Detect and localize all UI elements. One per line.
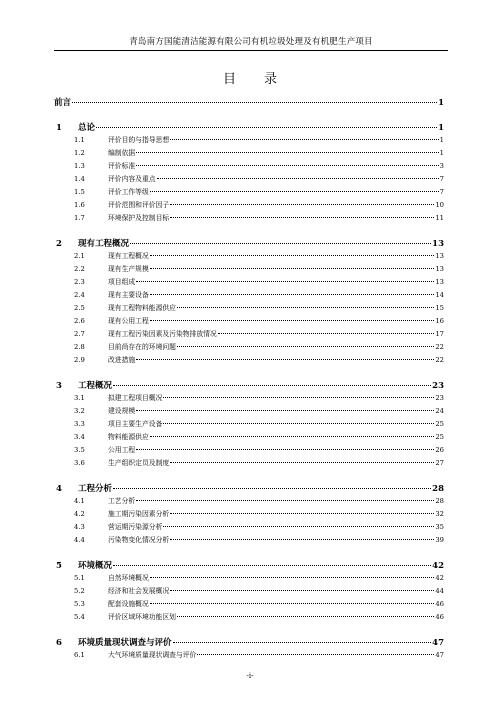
dot-leader bbox=[163, 423, 434, 424]
toc-entry-number: 3.3 bbox=[74, 420, 85, 428]
toc-entry-title: 现有生产规模 bbox=[108, 265, 149, 273]
toc-entry-number: 6 bbox=[56, 638, 62, 648]
chapter-spacer bbox=[54, 470, 444, 482]
toc-entry-number: 4.3 bbox=[74, 523, 85, 531]
toc-entry-page: 25 bbox=[435, 433, 444, 441]
toc-section-entry[interactable] bbox=[54, 212, 444, 225]
toc-entry-page: 24 bbox=[435, 407, 444, 415]
dot-leader bbox=[136, 449, 434, 450]
toc-entry-title: 营运期污染源分析 bbox=[108, 523, 163, 531]
toc-entry-preface[interactable] bbox=[54, 96, 444, 109]
toc-section-entry[interactable] bbox=[54, 585, 444, 598]
dot-leader bbox=[150, 268, 435, 269]
toc-entry-title: 前言 bbox=[54, 98, 72, 108]
toc-entry-title: 施工期污染因素分析 bbox=[108, 510, 170, 518]
toc-entry-title: 现有主要设备 bbox=[108, 291, 149, 299]
toc-entry-page: 10 bbox=[435, 201, 444, 209]
dot-leader bbox=[130, 243, 431, 244]
toc-entry-title: 经济和社会发展概况 bbox=[108, 587, 170, 595]
toc-entry-number: 2.3 bbox=[74, 278, 85, 286]
toc-entry-title: 建设规模 bbox=[108, 407, 136, 415]
toc-entry-page: 13 bbox=[432, 239, 444, 249]
chapter-spacer bbox=[54, 547, 444, 559]
toc-section-entry[interactable] bbox=[54, 611, 444, 624]
toc-entry-title: 环境保护及控制目标 bbox=[108, 214, 170, 222]
toc-entry-number: 5.4 bbox=[74, 613, 85, 621]
toc-entry-number: 5.2 bbox=[74, 587, 85, 595]
toc-entry-number: 2.2 bbox=[74, 265, 85, 273]
toc-section-entry[interactable] bbox=[54, 521, 444, 534]
toc-entry-page: 23 bbox=[432, 381, 444, 391]
dot-leader bbox=[170, 513, 434, 514]
dot-leader bbox=[218, 333, 435, 334]
dot-leader bbox=[163, 397, 434, 398]
toc-entry-number: 1.6 bbox=[74, 201, 85, 209]
dot-leader bbox=[136, 500, 434, 501]
dot-leader bbox=[136, 152, 438, 153]
toc-entry-page: 28 bbox=[432, 484, 444, 494]
toc-section-entry[interactable] bbox=[54, 315, 444, 328]
toc-entry-page: 1 bbox=[438, 123, 444, 133]
toc-entry-page: 14 bbox=[435, 291, 444, 299]
toc-entry-title: 改进措施 bbox=[108, 356, 136, 364]
toc-entry-title: 评价范围和评价因子 bbox=[108, 201, 170, 209]
toc-entry-number: 4 bbox=[56, 484, 62, 494]
toc-entry-number: 2.6 bbox=[74, 317, 85, 325]
dot-leader bbox=[136, 410, 434, 411]
toc-entry-title: 工程概况 bbox=[78, 381, 113, 391]
toc-entry-page: 13 bbox=[435, 252, 444, 260]
toc-section-entry[interactable] bbox=[54, 302, 444, 315]
toc-entry-title: 评价区域环境功能区划 bbox=[108, 613, 176, 621]
toc-entry-number: 3.5 bbox=[74, 446, 85, 454]
dot-leader bbox=[136, 281, 434, 282]
toc-entry-page: 17 bbox=[435, 330, 444, 338]
dot-leader bbox=[170, 139, 439, 140]
dot-leader bbox=[150, 191, 439, 192]
toc-section-entry[interactable] bbox=[54, 173, 444, 186]
toc-section-entry[interactable] bbox=[54, 263, 444, 276]
toc-section-entry[interactable] bbox=[54, 431, 444, 444]
toc-section-entry[interactable] bbox=[54, 444, 444, 457]
toc-entry-page: 1 bbox=[438, 98, 444, 108]
toc-entry-number: 3.4 bbox=[74, 433, 85, 441]
dot-leader bbox=[96, 127, 437, 128]
toc-entry-title: 评价内容及重点 bbox=[108, 175, 156, 183]
toc-entry-title: 现有公用工程 bbox=[108, 317, 149, 325]
toc-entry-number: 1.7 bbox=[74, 214, 85, 222]
toc-title: 目录 bbox=[222, 72, 305, 87]
toc-entry-page: 7 bbox=[439, 188, 444, 196]
toc-entry-title: 生产组织定员及制度 bbox=[108, 459, 170, 467]
toc-entry-page: 26 bbox=[435, 446, 444, 454]
toc-entry-page: 3 bbox=[439, 162, 444, 170]
toc-entry-page: 42 bbox=[435, 574, 444, 582]
toc-entry-number: 1.5 bbox=[74, 188, 85, 196]
toc-entry-title: 项目主要生产设备 bbox=[108, 420, 163, 428]
toc-entry-title: 环境概况 bbox=[78, 561, 113, 571]
dot-leader bbox=[177, 616, 434, 617]
toc-section-entry[interactable] bbox=[54, 250, 444, 263]
dot-leader bbox=[113, 565, 431, 566]
toc-entry-title: 评价目的与指导思想 bbox=[108, 136, 170, 144]
toc-entry-number: 2.1 bbox=[74, 252, 85, 260]
toc-section-entry[interactable] bbox=[54, 649, 444, 662]
toc-entry-title: 评价标准 bbox=[108, 162, 136, 170]
toc-entry-page: 47 bbox=[435, 651, 444, 659]
toc-entry-page: 47 bbox=[432, 638, 444, 648]
toc-entry-number: 2.7 bbox=[74, 330, 85, 338]
toc-entry-page: 13 bbox=[435, 278, 444, 286]
dot-leader bbox=[136, 359, 434, 360]
page-number: -i- bbox=[246, 672, 254, 680]
toc-chapter-entry[interactable] bbox=[54, 559, 444, 572]
toc-section-entry[interactable] bbox=[54, 534, 444, 547]
toc-entry-title: 项目组成 bbox=[108, 278, 136, 286]
toc-entry-number: 1.3 bbox=[74, 162, 85, 170]
dot-leader bbox=[197, 654, 434, 655]
toc-entry-number: 5.1 bbox=[74, 574, 85, 582]
toc-entry-title: 现有工程概况 bbox=[78, 239, 130, 249]
dot-leader bbox=[136, 165, 438, 166]
toc-entry-number: 5.3 bbox=[74, 600, 85, 608]
toc-section-entry[interactable] bbox=[54, 328, 444, 341]
toc-chapter-entry[interactable] bbox=[54, 121, 444, 134]
toc-section-entry[interactable] bbox=[54, 572, 444, 585]
toc-entry-number: 1.1 bbox=[74, 136, 85, 144]
dot-leader bbox=[170, 590, 434, 591]
toc-entry-title: 工程分析 bbox=[78, 484, 113, 494]
toc-entry-number: 1 bbox=[56, 123, 62, 133]
dot-leader bbox=[113, 385, 431, 386]
toc-entry-number: 3.2 bbox=[74, 407, 85, 415]
toc-entry-number: 4.4 bbox=[74, 536, 85, 544]
toc-entry-number: 2.5 bbox=[74, 304, 85, 312]
toc-entry-page: 44 bbox=[435, 587, 444, 595]
toc-entry-number: 2.8 bbox=[74, 343, 85, 351]
toc-entry-page: 1 bbox=[439, 149, 444, 157]
toc-section-entry[interactable] bbox=[54, 457, 444, 470]
dot-leader bbox=[150, 436, 435, 437]
toc-entry-page: 35 bbox=[435, 523, 444, 531]
toc-entry-title: 环境质量现状调查与评价 bbox=[78, 638, 172, 648]
chapter-spacer bbox=[54, 624, 444, 636]
toc-entry-number: 2.4 bbox=[74, 291, 85, 299]
toc-entry-number: 6.1 bbox=[74, 651, 85, 659]
toc-entry-page: 22 bbox=[435, 343, 444, 351]
toc-section-entry[interactable] bbox=[54, 147, 444, 160]
toc-entry-page: 28 bbox=[435, 497, 444, 505]
dot-leader bbox=[150, 603, 435, 604]
toc-entry-title: 评价工作等级 bbox=[108, 188, 149, 196]
toc-entry-number: 2.9 bbox=[74, 356, 85, 364]
toc-entry-page: 11 bbox=[435, 214, 444, 222]
toc-entry-page: 1 bbox=[439, 136, 444, 144]
toc-entry-page: 16 bbox=[435, 317, 444, 325]
toc-chapter-entry[interactable] bbox=[54, 379, 444, 392]
dot-leader bbox=[170, 204, 434, 205]
toc-entry-page: 46 bbox=[435, 613, 444, 621]
toc-entry-page: 42 bbox=[432, 561, 444, 571]
toc-entry-title: 现有工程概况 bbox=[108, 252, 149, 260]
toc-entry-title: 目前尚存在的环境问题 bbox=[108, 343, 176, 351]
toc-section-entry[interactable] bbox=[54, 276, 444, 289]
dot-leader bbox=[150, 255, 435, 256]
dot-leader bbox=[150, 577, 435, 578]
toc-section-entry[interactable] bbox=[54, 289, 444, 302]
toc-section-entry[interactable] bbox=[54, 134, 444, 147]
toc-entry-number: 3 bbox=[56, 381, 62, 391]
toc-entry-title: 拟建工程项目概况 bbox=[108, 394, 163, 402]
dot-leader bbox=[72, 102, 437, 103]
dot-leader bbox=[177, 307, 434, 308]
toc-entry-number: 5 bbox=[56, 561, 62, 571]
toc-section-entry[interactable] bbox=[54, 495, 444, 508]
running-header: 青岛南方国能清洁能源有限公司有机垃圾处理及有机肥生产项目 bbox=[54, 36, 448, 51]
dot-leader bbox=[170, 539, 434, 540]
toc-entry-number: 4.1 bbox=[74, 497, 85, 505]
toc-entry-page: 15 bbox=[435, 304, 444, 312]
table-of-contents bbox=[54, 96, 444, 662]
toc-section-entry[interactable] bbox=[54, 341, 444, 354]
toc-entry-number: 1.4 bbox=[74, 175, 85, 183]
toc-chapter-entry[interactable] bbox=[54, 482, 444, 495]
dot-leader bbox=[157, 178, 439, 179]
toc-chapter-entry[interactable] bbox=[54, 636, 444, 649]
toc-section-entry[interactable] bbox=[54, 418, 444, 431]
chapter-list bbox=[54, 121, 444, 662]
dot-leader bbox=[113, 488, 431, 489]
dot-leader bbox=[173, 642, 432, 643]
toc-entry-title: 自然环境概况 bbox=[108, 574, 149, 582]
toc-entry-page: 7 bbox=[439, 175, 444, 183]
toc-chapter-entry[interactable] bbox=[54, 237, 444, 250]
toc-entry-number: 3.1 bbox=[74, 394, 85, 402]
toc-entry-title: 编制依据 bbox=[108, 149, 136, 157]
dot-leader bbox=[170, 462, 434, 463]
toc-entry-page: 46 bbox=[435, 600, 444, 608]
dot-leader bbox=[150, 294, 435, 295]
chapter-spacer bbox=[54, 225, 444, 237]
toc-section-entry[interactable] bbox=[54, 598, 444, 611]
toc-entry-number: 2 bbox=[56, 239, 62, 249]
toc-entry-title: 公用工程 bbox=[108, 446, 136, 454]
toc-section-entry[interactable] bbox=[54, 354, 444, 367]
toc-entry-number: 1.2 bbox=[74, 149, 85, 157]
toc-section-entry[interactable] bbox=[54, 392, 444, 405]
toc-entry-page: 22 bbox=[435, 356, 444, 364]
toc-entry-title: 大气环境质量现状调查与评价 bbox=[108, 651, 197, 659]
toc-entry-page: 23 bbox=[435, 394, 444, 402]
dot-leader bbox=[170, 217, 434, 218]
toc-entry-title: 总论 bbox=[78, 123, 96, 133]
toc-entry-number: 4.2 bbox=[74, 510, 85, 518]
toc-entry-title: 现有工程物料能源供应 bbox=[108, 304, 176, 312]
toc-entry-title: 物料能源供应 bbox=[108, 433, 149, 441]
toc-entry-title: 现有工程污染因素及污染物排放情况 bbox=[108, 330, 217, 338]
toc-entry-title: 污染物变化情况分析 bbox=[108, 536, 170, 544]
dot-leader bbox=[150, 320, 435, 321]
toc-entry-number: 3.6 bbox=[74, 459, 85, 467]
toc-section-entry[interactable] bbox=[54, 160, 444, 173]
toc-section-entry[interactable] bbox=[54, 186, 444, 199]
dot-leader bbox=[163, 526, 434, 527]
toc-entry-title: 工艺分析 bbox=[108, 497, 136, 505]
toc-entry-title: 配套设施概况 bbox=[108, 600, 149, 608]
toc-entry-page: 27 bbox=[435, 459, 444, 467]
toc-entry-page: 32 bbox=[435, 510, 444, 518]
toc-section-entry[interactable] bbox=[54, 508, 444, 521]
toc-section-entry[interactable] bbox=[54, 199, 444, 212]
dot-leader bbox=[177, 346, 434, 347]
toc-section-entry[interactable] bbox=[54, 405, 444, 418]
toc-entry-page: 39 bbox=[435, 536, 444, 544]
chapter-spacer bbox=[54, 367, 444, 379]
toc-entry-page: 13 bbox=[435, 265, 444, 273]
toc-entry-page: 25 bbox=[435, 420, 444, 428]
